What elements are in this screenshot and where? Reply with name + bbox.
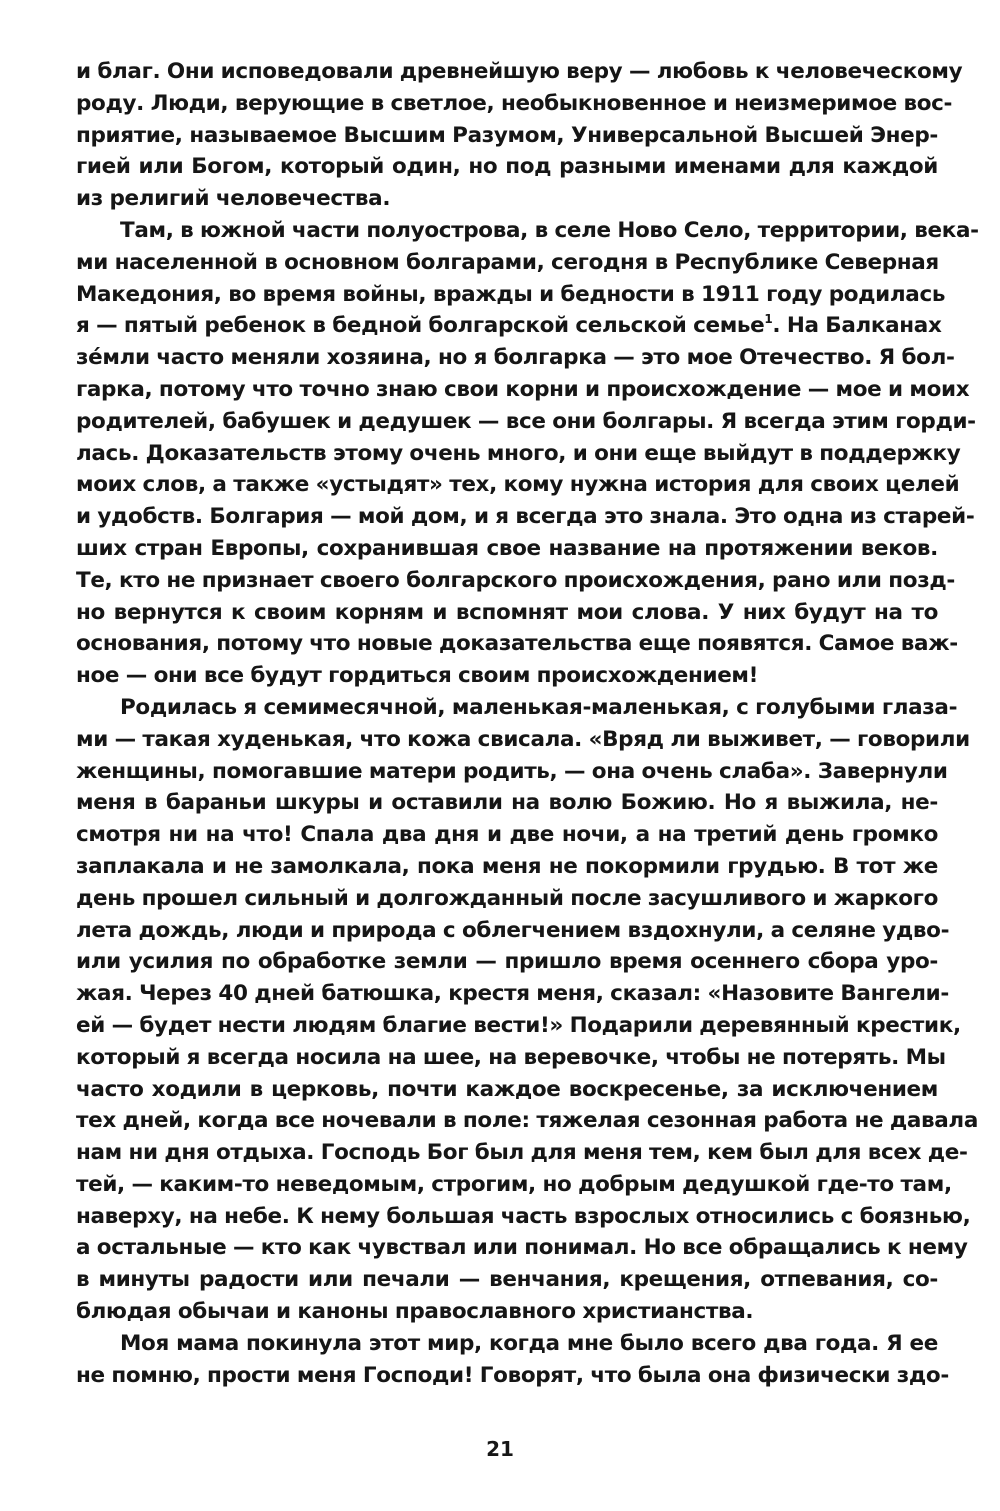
text-line: лета дождь, люди и природа с облегчением вздохнули, а селяне удво- — [76, 917, 950, 943]
text-line: в минуты радости или печали — венчания, крещения, отпевания, со- — [76, 1267, 938, 1293]
text-line: гарка, потому что точно знаю свои корни и происхождение — мое и моих — [76, 376, 970, 402]
text-line: и удобств. Болгария — мой дом, и я всегда это знала. Это одна из старей- — [76, 504, 975, 530]
text-line: Те, кто не признает своего болгарского происхождения, рано или позд- — [76, 567, 955, 593]
text-line: но вернутся к своим корням и вспомнят мои слова. У них будут на то — [76, 599, 938, 625]
text-line: тех дней, когда все ночевали в поле: тяжелая сезонная работа не давала — [76, 1108, 978, 1134]
text-line: лась. Доказательств этому очень много, и они еще выйдут в поддержку — [76, 440, 961, 466]
paragraph-4 — [76, 1328, 949, 1392]
page-number: 21 — [486, 1437, 514, 1461]
text-segment: я — пятый ребенок в бедной болгарской сельской семье — [76, 313, 765, 339]
text-line: моих слов, а также «устыдят» тех, кому нужна история для своих целей — [76, 472, 960, 498]
text-line: меня в бараньи шкуры и оставили на волю Божию. Но я выжила, не- — [76, 790, 938, 816]
text-line: ей — будет нести людям благие вести!» Подарили деревянный крестик, — [76, 1012, 961, 1038]
text-segment: . На Балканах — [772, 313, 942, 339]
paragraph-2 — [76, 215, 979, 692]
text-line: ми населенной в основном болгарами, сегодня в Республике Северная — [76, 249, 939, 275]
text-line: и благ. Они исповедовали древнейшую веру — любовь к человеческому — [76, 59, 963, 84]
text-line: приятие, называемое Высшим Разумом, Универсальной Высшей Энер- — [76, 122, 938, 148]
text-line: из религий человечества. — [76, 186, 391, 212]
text-line: ших стран Европы, сохранившая свое название на протяжении веков. — [76, 535, 938, 561]
text-line: нам ни дня отдыха. Господь Бог был для меня тем, кем был для всех де- — [76, 1140, 968, 1166]
text-line: гией или Богом, который один, но под разными именами для каждой — [76, 154, 938, 180]
text-line: зе́мли часто меняли хозяина, но я болгарка — это мое Отечество. Я бол- — [76, 345, 955, 371]
text-line: блюдая обычаи и каноны православного христианства. — [76, 1299, 754, 1325]
text-line: наверху, на небе. К нему большая часть взрослых относились с боязнью, — [76, 1203, 971, 1229]
text-line: родителей, бабушек и дедушек — все они болгары. Я всегда этим горди- — [76, 408, 976, 434]
text-line-with-footnote — [76, 310, 942, 342]
book-page — [76, 56, 979, 1391]
text-line: ное — они все будут гордиться своим происхождением! — [76, 663, 759, 689]
paragraph-1 — [76, 56, 963, 215]
text-line: Македония, во время войны, вражды и бедности в 1911 году родилась — [76, 281, 946, 307]
text-line: Там, в южной части полуострова, в селе Ново Село, территории, века- — [120, 217, 979, 243]
text-line: тей, — каким-то неведомым, строгим, но добрым дедушкой где-то там, — [76, 1171, 952, 1197]
text-line: часто ходили в церковь, почти каждое воскресенье, за исключением — [76, 1076, 938, 1102]
text-line: основания, потому что новые доказательства еще появятся. Самое важ- — [76, 631, 958, 657]
text-line: роду. Люди, верующие в светлое, необыкновенное и неизмеримое вос- — [76, 90, 953, 116]
text-line: или усилия по обработке земли — пришло время осеннего сбора уро- — [76, 949, 938, 975]
text-line: который я всегда носила на шее, на веревочке, чтобы не потерять. Мы — [76, 1044, 946, 1070]
text-line: а остальные — кто как чувствал или понимал. Но все обращались к нему — [76, 1235, 968, 1261]
text-line: день прошел сильный и долгожданный после засушливого и жаркого — [76, 885, 938, 911]
text-line: жая. Через 40 дней батюшка, крестя меня, сказал: «Назовите Вангели- — [76, 981, 949, 1007]
text-line: Родилась я семимесячной, маленькая-маленькая, с голубыми глаза- — [120, 694, 958, 720]
text-line: заплакала и не замолкала, пока меня не покормили грудью. В тот же — [76, 853, 938, 879]
text-line: женщины, помогавшие матери родить, — она очень слаба». Завернули — [76, 758, 948, 784]
text-line: не помню, прости меня Господи! Говорят, что была она физически здо- — [76, 1362, 949, 1388]
footnote-reference[interactable]: 1 — [764, 312, 773, 327]
text-line: смотря ни на что! Спала два дня и две ночи, а на третий день громко — [76, 822, 938, 848]
paragraph-3 — [76, 692, 978, 1328]
text-line: Моя мама покинула этот мир, когда мне было всего два года. Я ее — [120, 1330, 938, 1356]
text-line: ми — такая худенькая, что кожа свисала. «Вряд ли выживет, — говорили — [76, 726, 970, 752]
